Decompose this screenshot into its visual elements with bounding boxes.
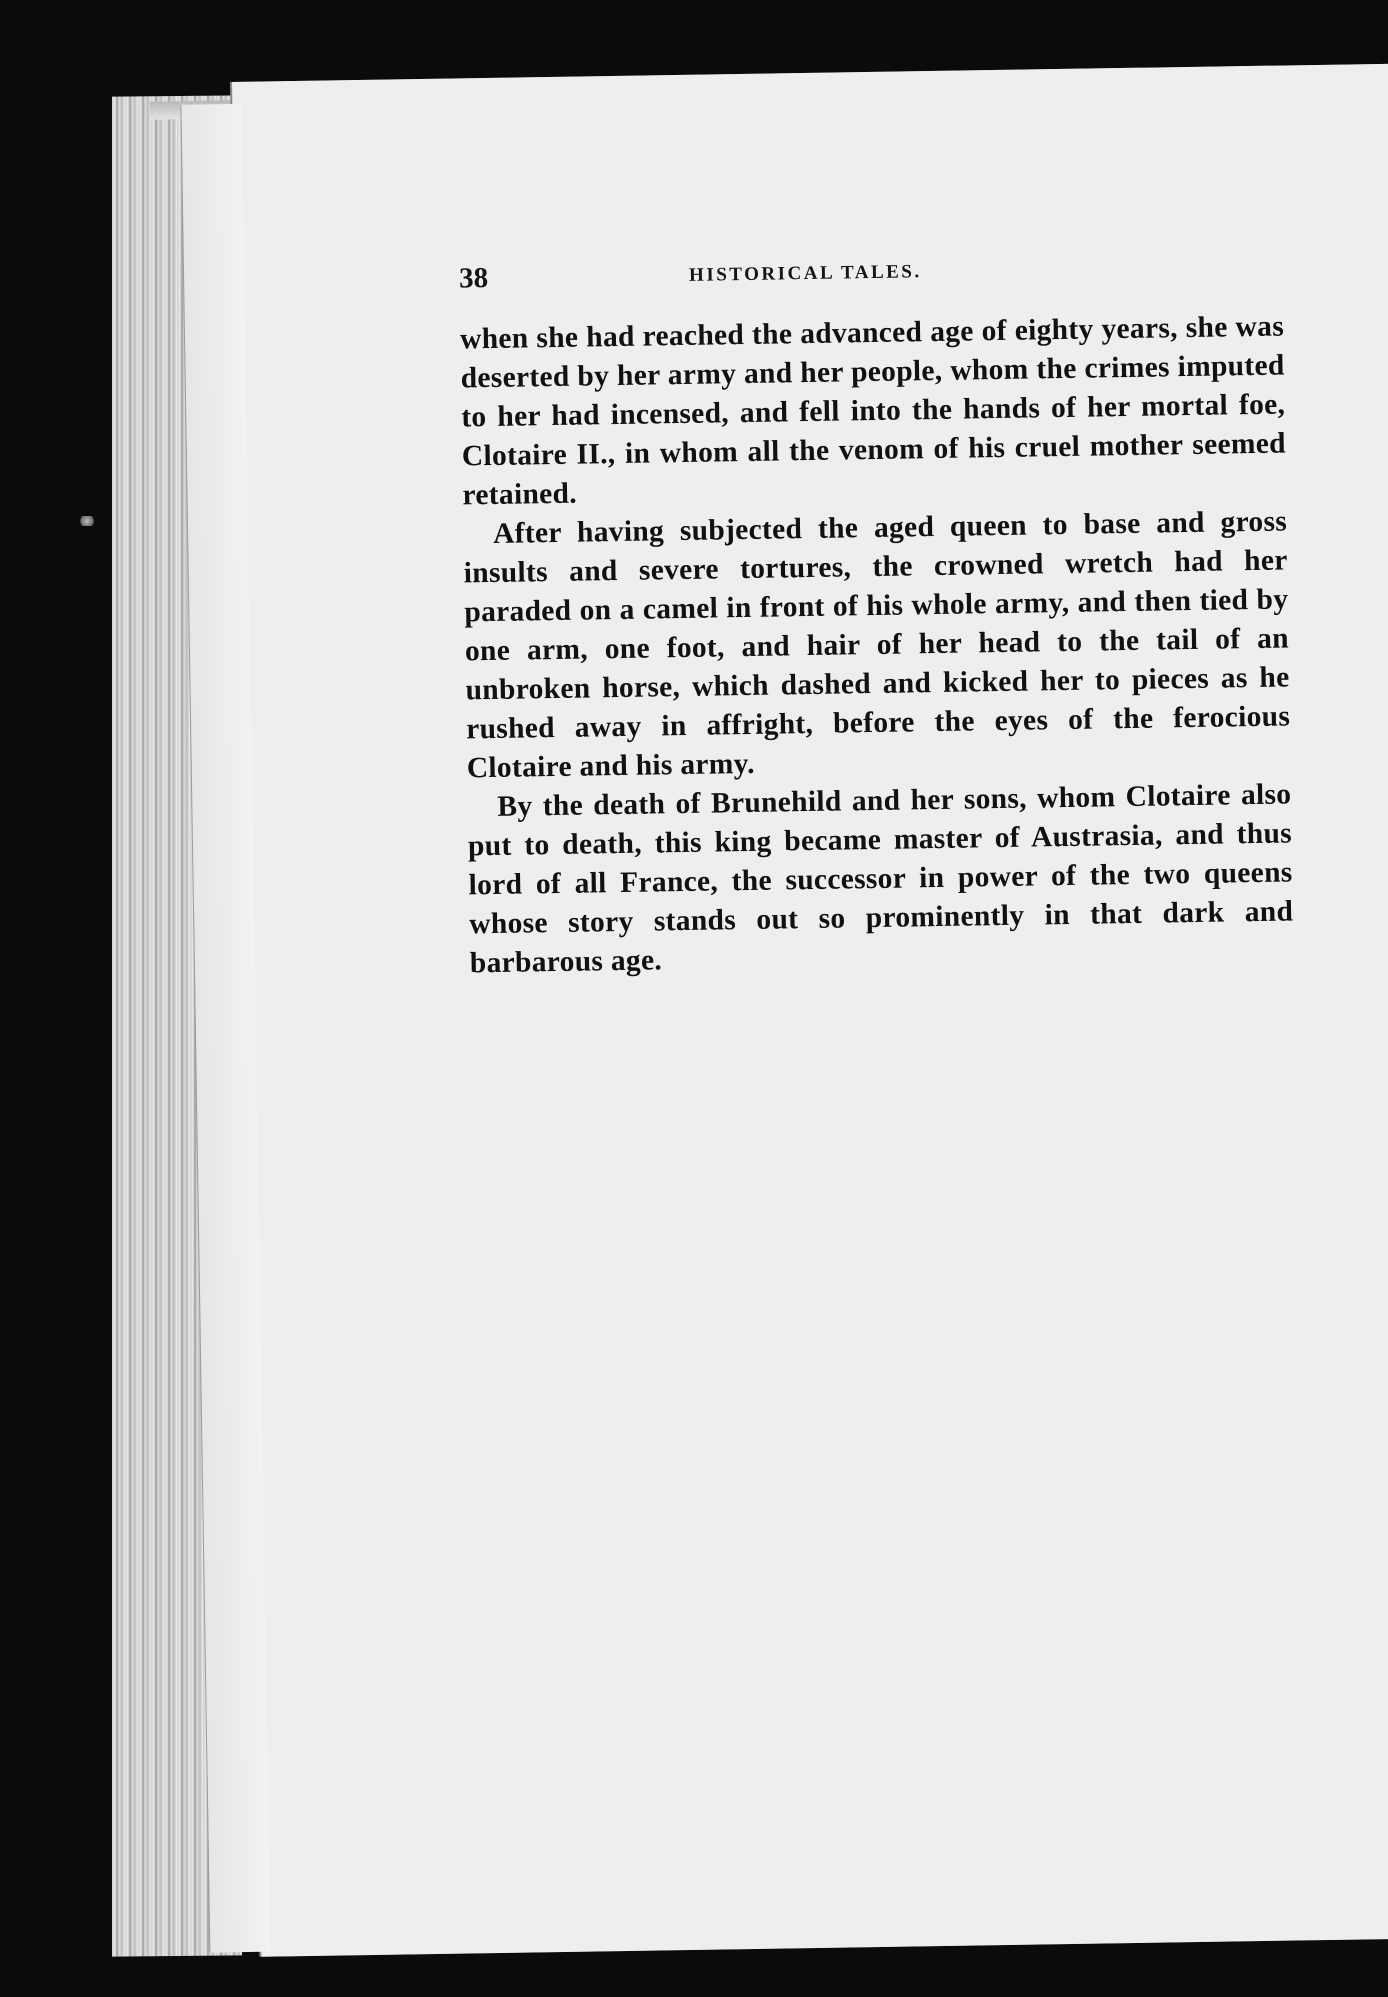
running-title: HISTORICAL TALES. [688, 261, 922, 286]
paragraph-2: After having subjected the aged queen to base and gross insults and severe tortures, the crowned wretch had her paraded on a camel in front of his whole army, and then tied by one arm, one foot, and hair of her head to the tail of an unbroken horse, which dashed and kicked her to pieces as he rushed away in affright, before the eyes of the ferocious Clotaire and his army. [463, 505, 1291, 785]
running-head [459, 250, 1280, 303]
book-page [232, 64, 1388, 1957]
body-text [460, 308, 1294, 984]
dust-speck [78, 516, 96, 526]
paragraph-1: when she had reached the advanced age of eighty years, she was deserted by her army and her people, whom the crimes imputed to her had incensed, and fell into the hands of her mortal foe, Clotaire II., in whom all the venom of his cruel mother seemed retained. [459, 310, 1287, 512]
page-number: 38 [458, 262, 489, 295]
paragraph-3: By the death of Brunehild and her sons, whom Clotaire also put to death, this king became master of Austrasia, and thus lord of all France, the successor in power of the two queens whose story stands out so prominently in that dark and barbarous age. [467, 778, 1294, 980]
